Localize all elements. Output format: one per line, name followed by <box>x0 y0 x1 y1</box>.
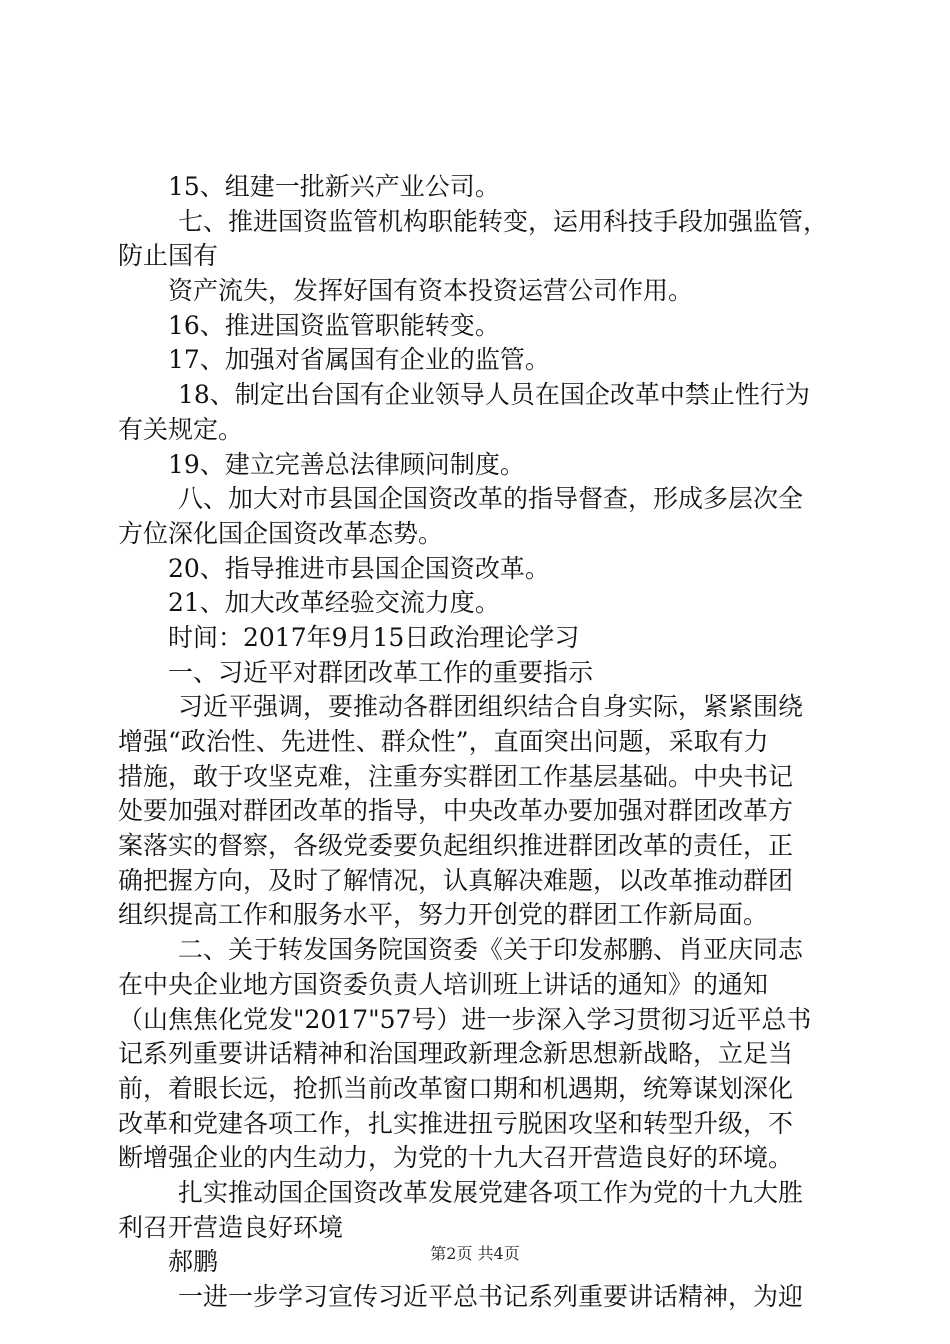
text-line: 断增强企业的内生动力，为党的十九大召开营造良好的环境。 <box>118 1143 794 1173</box>
text-line: 七、推进国资监管机构职能转变，运用科技手段加强监管， <box>178 206 829 236</box>
text-line: 组织提高工作和服务水平，努力开创党的群团工作新局面。 <box>118 900 769 930</box>
text-line: 有关规定。 <box>118 414 244 444</box>
text-line: 18、制定出台国有企业领导人员在国企改革中禁止性行为 <box>178 380 810 410</box>
text-line: 在中央企业地方国资委负责人培训班上讲话的通知》的通知 <box>118 969 769 999</box>
text-line: 资产流失，发挥好国有资本投资运营公司作用。 <box>168 276 694 306</box>
text-line: 19、建立完善总法律顾问制度。 <box>168 449 525 479</box>
text-line: 习近平强调，要推动各群团组织结合自身实际，紧紧围绕 <box>178 692 804 722</box>
text-line: （山焦焦化党发"2017"57号）进一步深入学习贯彻习近平总书 <box>118 1004 812 1034</box>
text-line: 二、关于转发国务院国资委《关于印发郝鹏、肖亚庆同志 <box>178 935 804 965</box>
text-line: 20、指导推进市县国企国资改革。 <box>168 553 550 583</box>
text-line: 确把握方向，及时了解情况，认真解决难题，以改革推动群团 <box>118 865 794 895</box>
text-line: 前，着眼长远，抢抓当前改革窗口期和机遇期，统筹谋划深化 <box>118 1073 794 1103</box>
text-line: 八、加大对市县国企国资改革的指导督查，形成多层次全 <box>178 484 804 514</box>
document-body <box>118 170 840 1315</box>
text-line: 防止国有 <box>118 241 219 271</box>
text-line: 扎实推动国企国资改革发展党建各项工作为党的十九大胜 <box>178 1177 804 1207</box>
text-line: 时间：2017年9月15日政治理论学习 <box>168 622 580 652</box>
text-line: 记系列重要讲话精神和治国理政新理念新思想新战略，立足当 <box>118 1039 794 1069</box>
text-line: 案落实的督察，各级党委要负起组织推进群团改革的责任，正 <box>118 831 794 861</box>
text-line: 一、习近平对群团改革工作的重要指示 <box>168 657 594 687</box>
text-line: 利召开营造良好环境 <box>118 1212 344 1242</box>
text-line: 措施，敢于攻坚克难，注重夯实群团工作基层基础。中央书记 <box>118 761 794 791</box>
text-line: 处要加强对群团改革的指导，中央改革办要加强对群团改革方 <box>118 796 794 826</box>
text-line: 郝鹏 <box>168 1247 219 1277</box>
text-line: 17、加强对省属国有企业的监管。 <box>168 345 550 375</box>
text-line: 15、组建一批新兴产业公司。 <box>168 172 500 201</box>
text-line: 增强“政治性、先进性、群众性”，直面突出问题，采取有力 <box>118 727 769 756</box>
text-line: 改革和党建各项工作，扎实推进扭亏脱困攻坚和转型升级，不 <box>118 1108 794 1138</box>
text-line: 16、推进国资监管职能转变。 <box>168 310 500 340</box>
page-footer: 第2页 共4页 <box>430 1244 520 1263</box>
text-line: 方位深化国企国资改革态势。 <box>118 518 444 548</box>
text-line: 21、加大改革经验交流力度。 <box>168 588 500 618</box>
text-line: 一进一步学习宣传习近平总书记系列重要讲话精神，为迎 <box>178 1282 804 1311</box>
